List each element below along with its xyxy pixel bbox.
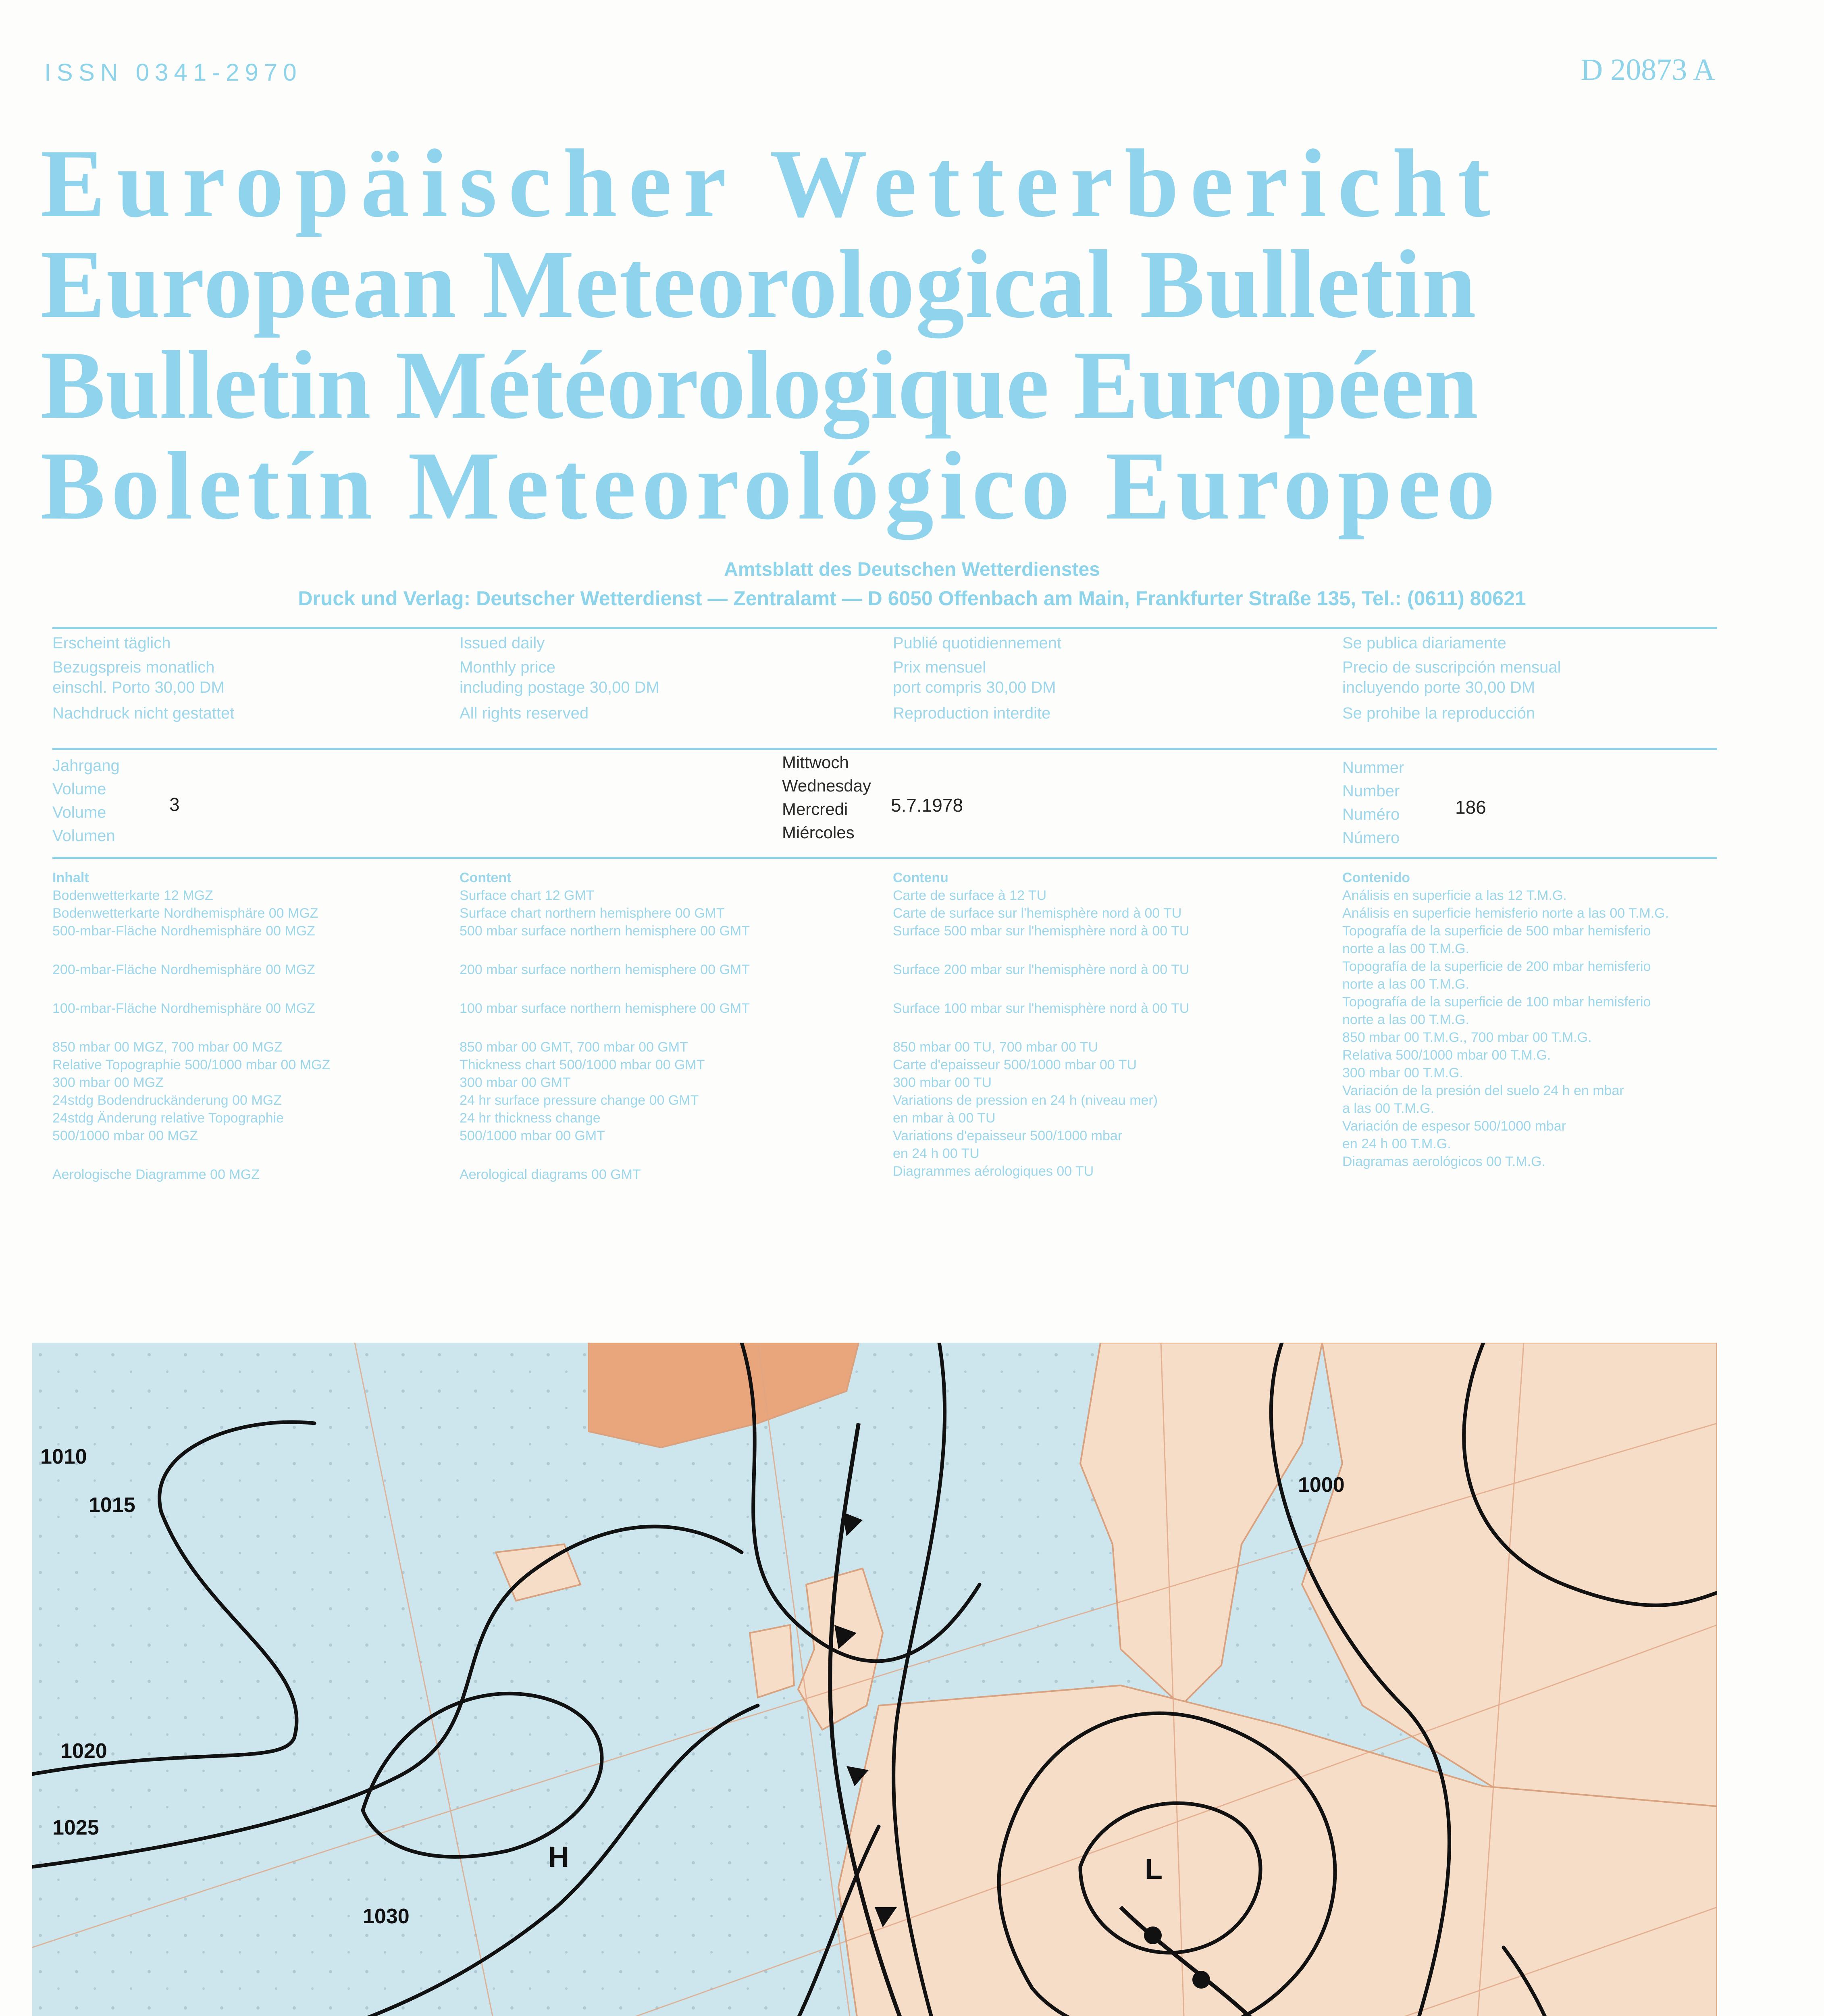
volume-label: Jahrgang [52, 757, 120, 775]
volume-number: 3 [169, 794, 180, 815]
pub-es-line: Precio de suscripción mensual [1342, 658, 1561, 676]
contents-item: Análisis en superficie a las 12 T.M.G. [1342, 888, 1567, 903]
contents-item: 300 mbar 00 MGZ [52, 1075, 164, 1090]
document-number: D 20873 A [1581, 53, 1715, 87]
pub-fr-line: Publié quotidiennement [893, 634, 1062, 652]
high-pressure-marker: H [548, 1841, 569, 1873]
pressure-label: 1030 [363, 1905, 410, 1928]
pressure-label: 1025 [52, 1816, 99, 1839]
issue-date: 5.7.1978 [891, 795, 963, 816]
number-labels [1342, 756, 1404, 850]
volume-labels [52, 754, 120, 848]
contents-item: Topografía de la superficie de 100 mbar hemisferio [1342, 994, 1651, 1010]
contents-item: 24 hr thickness change [460, 1110, 601, 1126]
pressure-label: 1020 [60, 1739, 107, 1763]
contents-item: Carte de surface sur l'hemisphère nord à 00 TU [893, 906, 1182, 921]
contents-item: 300 mbar 00 TU [893, 1075, 992, 1090]
pub-de-line: einschl. Porto 30,00 DM [52, 679, 225, 696]
contents-item: Bodenwetterkarte Nordhemisphäre 00 MGZ [52, 906, 318, 921]
front-bulge [1144, 1926, 1162, 1944]
pub-de-line: Erscheint täglich [52, 634, 171, 652]
contents-item: 850 mbar 00 GMT, 700 mbar 00 GMT [460, 1039, 688, 1055]
contents-item: Surface 200 mbar sur l'hemisphère nord à 00 TU [893, 962, 1190, 977]
contents-item: 850 mbar 00 MGZ, 700 mbar 00 MGZ [52, 1039, 283, 1055]
contents-item: Carte d'epaisseur 500/1000 mbar 00 TU [893, 1057, 1137, 1073]
volume-label: Volume [52, 804, 106, 821]
contents-item: 24 hr surface pressure change 00 GMT [460, 1093, 699, 1108]
pub-fr-line: Reproduction interdite [893, 704, 1051, 722]
contents-es [1342, 869, 1717, 1170]
contents-item: Carte de surface à 12 TU [893, 888, 1047, 903]
day-labels [782, 751, 871, 844]
pub-en-line: Issued daily [460, 634, 545, 652]
title-english: European Meteorological Bulletin [40, 230, 1477, 338]
pub-en-line: All rights reserved [460, 704, 589, 722]
contents-item: Variación de la presión del suelo 24 h en mbar [1342, 1083, 1624, 1098]
contents-item: Variations de pression en 24 h (niveau mer) [893, 1093, 1158, 1108]
contents-item: norte a las 00 T.M.G. [1342, 1012, 1469, 1027]
pub-de-line: Bezugspreis monatlich [52, 658, 215, 676]
pressure-label: 1010 [40, 1445, 87, 1468]
pub-en-line: including postage 30,00 DM [460, 679, 659, 696]
day-label: Mittwoch [782, 753, 849, 772]
contents-en [460, 869, 883, 1183]
contents-item: 300 mbar 00 GMT [460, 1075, 571, 1090]
contents-item: Diagramas aerológicos 00 T.M.G. [1342, 1154, 1545, 1169]
ireland [750, 1625, 794, 1697]
number-label: Number [1342, 782, 1400, 800]
contents-item: Bodenwetterkarte 12 MGZ [52, 888, 213, 903]
issn: ISSN 0341-2970 [44, 59, 302, 86]
contents-item: Relativa 500/1000 mbar 00 T.M.G. [1342, 1048, 1551, 1063]
contents-heading: Contenido [1342, 870, 1410, 885]
pub-fr-line: port compris 30,00 DM [893, 679, 1056, 696]
contents-item: Variations d'epaisseur 500/1000 mbar [893, 1128, 1123, 1143]
contents-item: 850 mbar 00 T.M.G., 700 mbar 00 T.M.G. [1342, 1030, 1592, 1045]
contents-heading: Content [460, 870, 512, 885]
contents-item: norte a las 00 T.M.G. [1342, 977, 1469, 992]
official-gazette: Amtsblatt des Deutschen Wetterdienstes [724, 559, 1100, 580]
contents-item: 500/1000 mbar 00 GMT [460, 1128, 605, 1143]
contents-item: 100-mbar-Fläche Nordhemisphäre 00 MGZ [52, 1001, 315, 1016]
pub-es-line: Se publica diariamente [1342, 634, 1506, 652]
contents-item: 850 mbar 00 TU, 700 mbar 00 TU [893, 1039, 1098, 1055]
contents-item: Surface 500 mbar sur l'hemisphère nord à 00 TU [893, 923, 1190, 939]
contents-item: 200 mbar surface northern hemisphere 00 GMT [460, 962, 750, 977]
pub-es-line: Se prohibe la reproducción [1342, 704, 1535, 722]
contents-item: 100 mbar surface northern hemisphere 00 GMT [460, 1001, 750, 1016]
number-label: Número [1342, 829, 1400, 847]
contents-item: en 24 h 00 T.M.G. [1342, 1136, 1451, 1152]
pub-de-line: Nachdruck nicht gestattet [52, 704, 235, 722]
low-pressure-marker: L [1145, 1853, 1163, 1885]
pub-info-de [52, 633, 234, 723]
contents-item: Diagrammes aérologiques 00 TU [893, 1164, 1094, 1179]
number-label: Nummer [1342, 759, 1404, 777]
contents-item: 24stdg Änderung relative Topographie [52, 1110, 284, 1126]
contents-item: Aerological diagrams 00 GMT [460, 1167, 641, 1182]
title-german: Europäischer Wetterbericht [40, 129, 1502, 237]
publisher-line: Druck und Verlag: Deutscher Wetterdienst — Zentralamt — D 6050 Offenbach am Main, Frankfurter Straße 135, Tel.: (0611) 80621 [298, 587, 1526, 610]
pub-fr-line: Prix mensuel [893, 658, 986, 676]
volume-label: Volume [52, 780, 106, 798]
contents-item: Análisis en superficie hemisferio norte a las 00 T.M.G. [1342, 906, 1669, 921]
day-label: Wednesday [782, 776, 871, 795]
contents-item: Thickness chart 500/1000 mbar 00 GMT [460, 1057, 705, 1073]
contents-item: norte a las 00 T.M.G. [1342, 941, 1469, 956]
title-french: Bulletin Météorologique Européen [40, 331, 1479, 439]
divider [52, 748, 1717, 750]
surface-weather-map [32, 1343, 1717, 2016]
contents-item: 500 mbar surface northern hemisphere 00 GMT [460, 923, 750, 939]
contents-item: Topografía de la superficie de 500 mbar hemisferio [1342, 923, 1651, 939]
contents-item: Aerologische Diagramme 00 MGZ [52, 1167, 260, 1182]
contents-item: Surface 100 mbar sur l'hemisphère nord à 00 TU [893, 1001, 1190, 1016]
pressure-label: 1000 [1298, 1473, 1345, 1497]
contents-de [52, 869, 435, 1183]
number-label: Numéro [1342, 806, 1400, 823]
volume-label: Volumen [52, 827, 115, 845]
contents-item: Surface chart northern hemisphere 00 GMT [460, 906, 725, 921]
contents-item: 300 mbar 00 T.M.G. [1342, 1065, 1463, 1081]
contents-item: 200-mbar-Fläche Nordhemisphäre 00 MGZ [52, 962, 315, 977]
pub-info-es [1342, 633, 1561, 723]
pub-es-line: incluyendo porte 30,00 DM [1342, 679, 1535, 696]
contents-item: Topografía de la superficie de 200 mbar hemisferio [1342, 959, 1651, 974]
contents-heading: Contenu [893, 870, 948, 885]
pub-info-en [460, 633, 659, 723]
contents-item: Variación de espesor 500/1000 mbar [1342, 1118, 1566, 1134]
contents-fr [893, 869, 1332, 1180]
contents-item: Relative Topographie 500/1000 mbar 00 MGZ [52, 1057, 331, 1073]
contents-item: en 24 h 00 TU [893, 1146, 980, 1161]
contents-item: a las 00 T.M.G. [1342, 1101, 1435, 1116]
issue-number: 186 [1455, 797, 1486, 818]
pub-info-fr [893, 633, 1061, 723]
day-label: Miércoles [782, 823, 855, 842]
contents-item: 500/1000 mbar 00 MGZ [52, 1128, 198, 1143]
divider [52, 627, 1717, 629]
contents-item: 24stdg Bodendruckänderung 00 MGZ [52, 1093, 282, 1108]
pub-en-line: Monthly price [460, 658, 555, 676]
contents-item: 500-mbar-Fläche Nordhemisphäre 00 MGZ [52, 923, 315, 939]
contents-heading: Inhalt [52, 870, 89, 885]
pressure-label: 1015 [89, 1493, 135, 1517]
day-label: Mercredi [782, 800, 848, 818]
contents-item: en mbar à 00 TU [893, 1110, 996, 1126]
contents-item: Surface chart 12 GMT [460, 888, 595, 903]
divider [52, 857, 1717, 859]
front-bulge [1192, 1971, 1210, 1989]
title-spanish: Boletín Meteorológico Europeo [40, 432, 1501, 540]
